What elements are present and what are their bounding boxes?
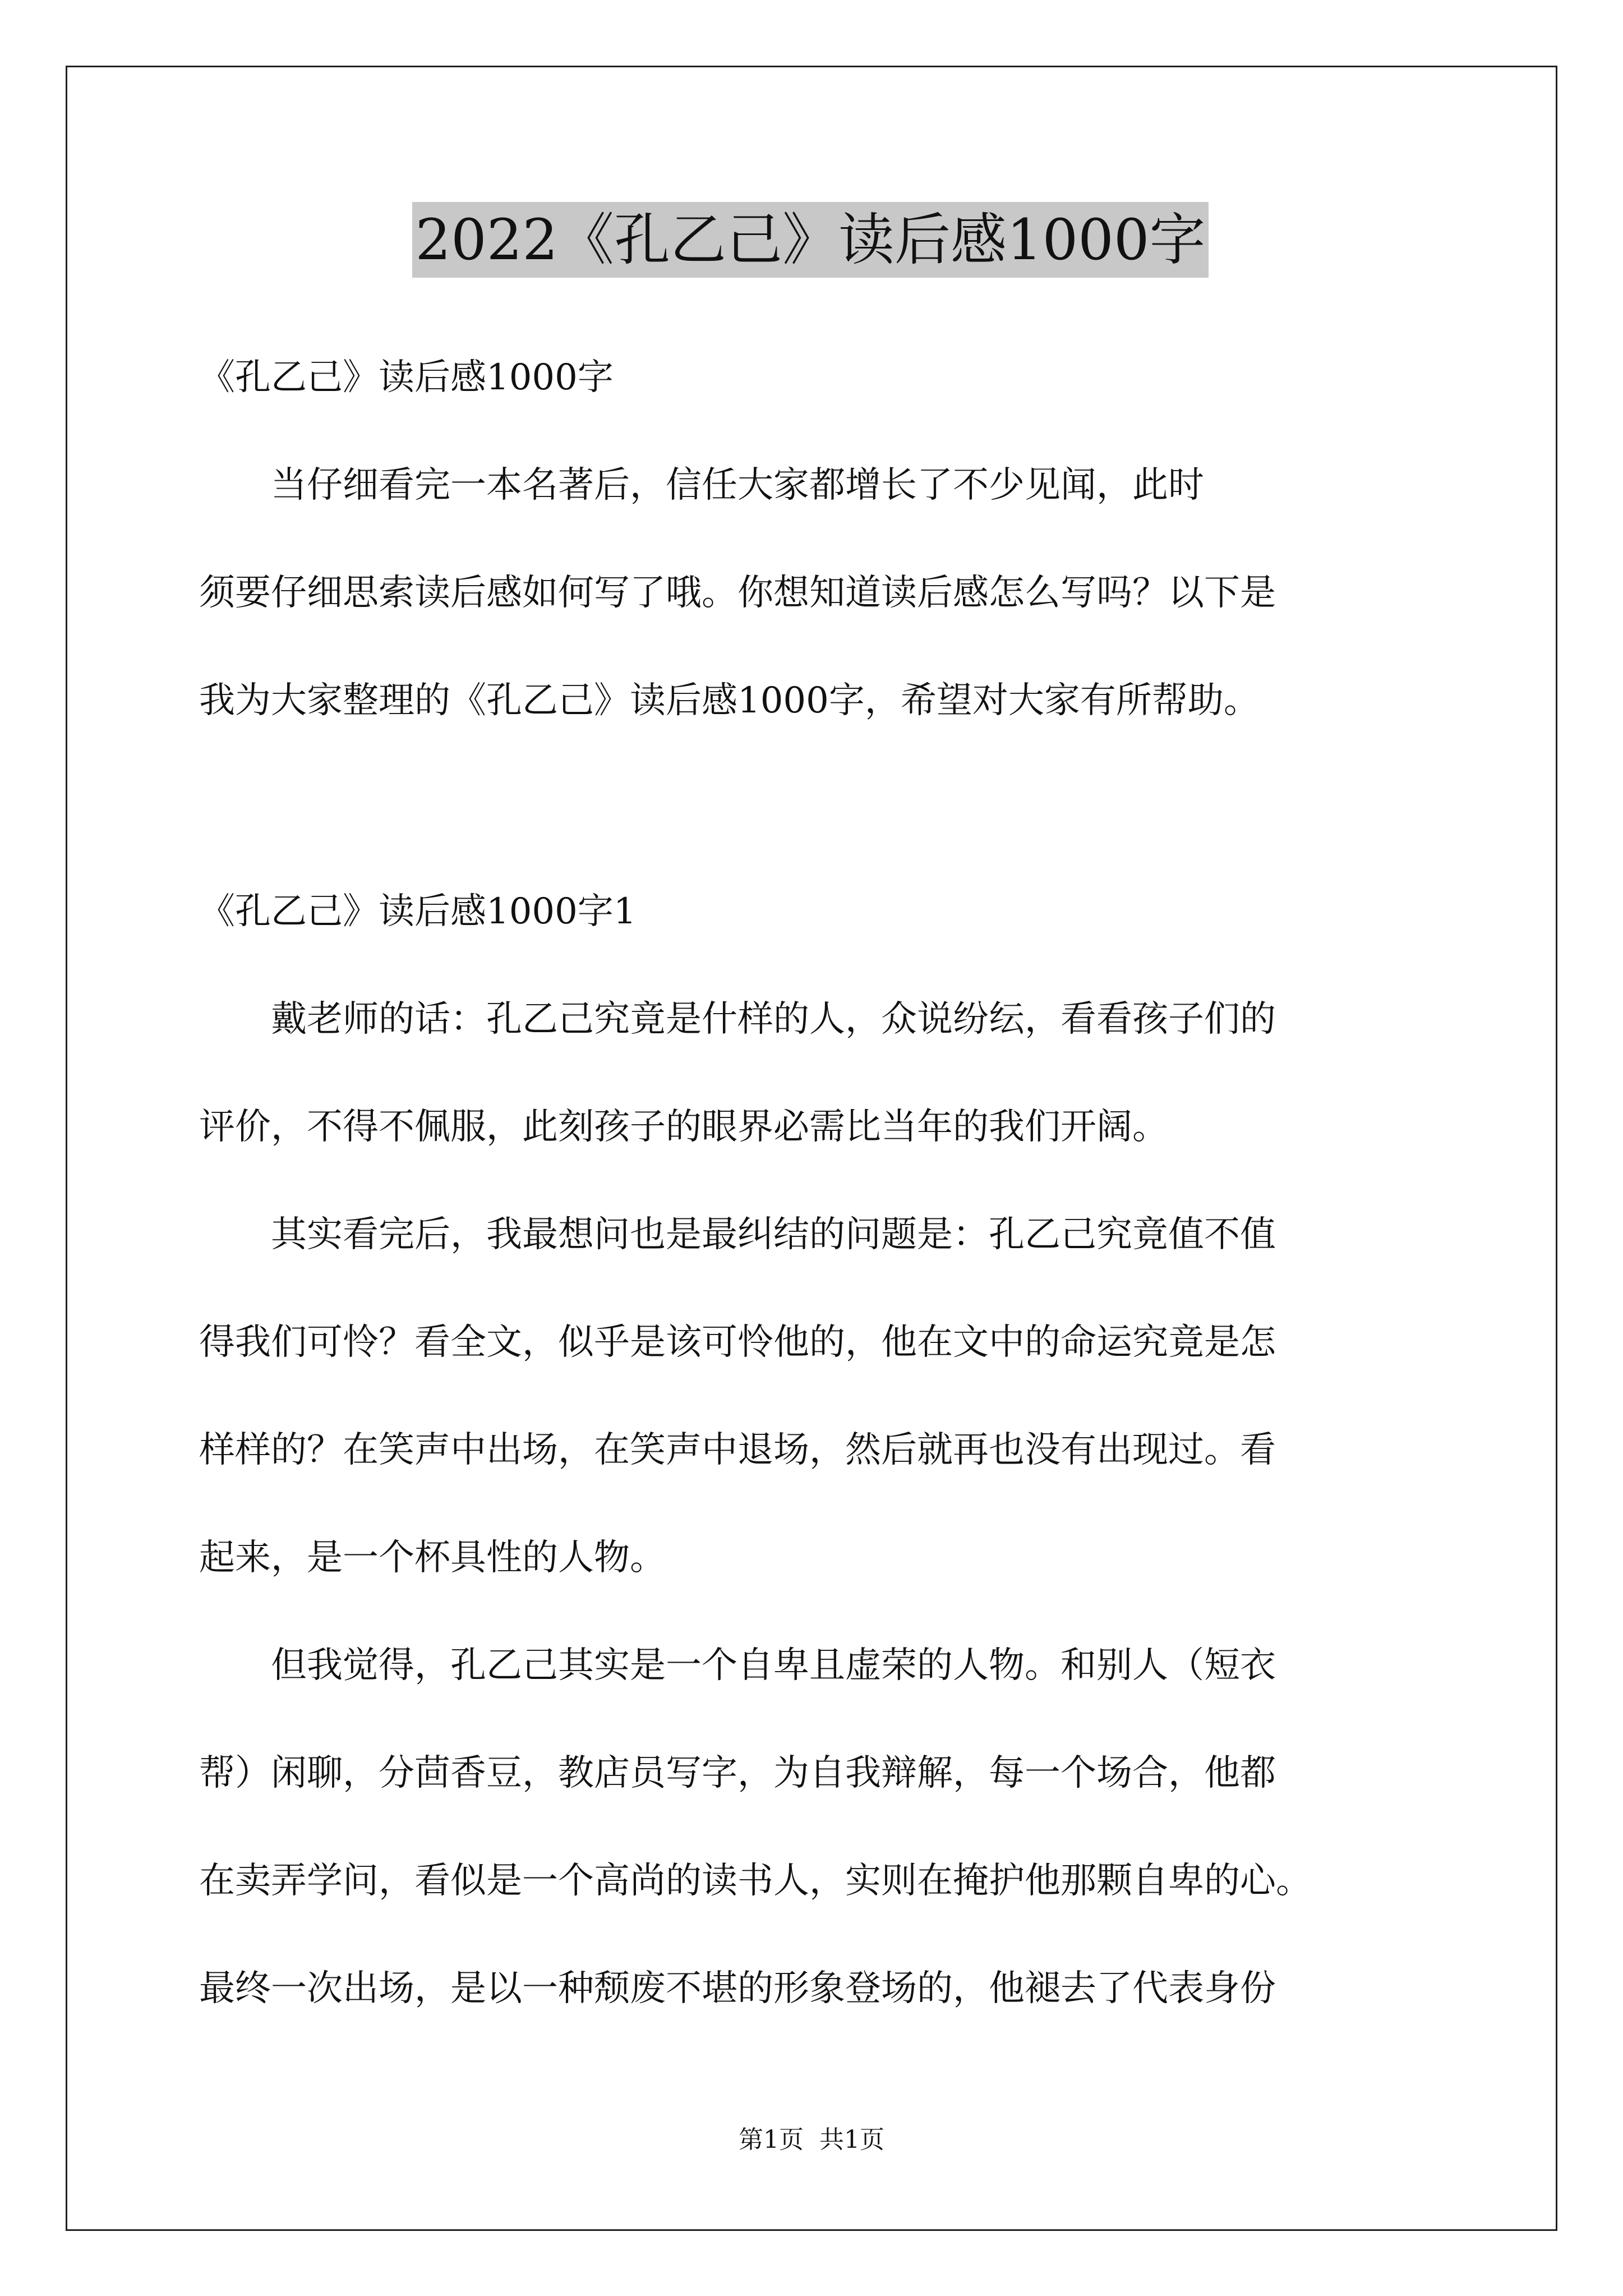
body-line: 帮）闲聊，分茴香豆，教店员写字，为自我辩解，每一个场合，他都 xyxy=(199,1752,1276,1794)
section-heading: 《孔乙己》读后感1000字1 xyxy=(199,891,637,932)
document-title: 2022《孔乙己》读后感1000字 xyxy=(412,202,1209,278)
body-line: 但我觉得，孔乙己其实是一个自卑且虚荣的人物。和别人（短衣 xyxy=(199,1645,1276,1686)
body-line: 其实看完后，我最想问也是最纠结的问题是：孔乙己究竟值不值 xyxy=(199,1214,1276,1255)
body-line: 最终一次出场，是以一种颓废不堪的形象登场的，他褪去了代表身份 xyxy=(199,1968,1276,2009)
body-line: 戴老师的话：孔乙己究竟是什样的人，众说纷纭，看看孩子们的 xyxy=(199,999,1276,1040)
body-line: 样样的？在笑声中出场，在笑声中退场，然后就再也没有出现过。看 xyxy=(199,1429,1276,1471)
intro-line: 当仔细看完一本名著后，信任大家都增长了不少见闻，此时 xyxy=(199,464,1204,506)
page-footer xyxy=(0,2123,1623,2157)
body-line: 得我们可怜？看全文，似乎是该可怜他的，他在文中的命运究竟是怎 xyxy=(199,1322,1276,1363)
body-line: 起来，是一个杯具性的人物。 xyxy=(199,1537,666,1579)
page-number: 第1页 xyxy=(739,2125,804,2154)
intro-line: 须要仔细思索读后感如何写了哦。你想知道读后感怎么写吗？以下是 xyxy=(199,572,1276,614)
document-subtitle: 《孔乙己》读后感1000字 xyxy=(199,357,614,398)
page-total: 共1页 xyxy=(819,2125,884,2154)
intro-line: 我为大家整理的《孔乙己》读后感1000字，希望对大家有所帮助。 xyxy=(199,680,1260,721)
title-wrap xyxy=(199,202,1422,278)
body-line: 在卖弄学问，看似是一个高尚的读书人，实则在掩护他那颗自卑的心。 xyxy=(199,1860,1312,1902)
body-line: 评价，不得不佩服，此刻孩子的眼界必需比当年的我们开阔。 xyxy=(199,1106,1168,1148)
